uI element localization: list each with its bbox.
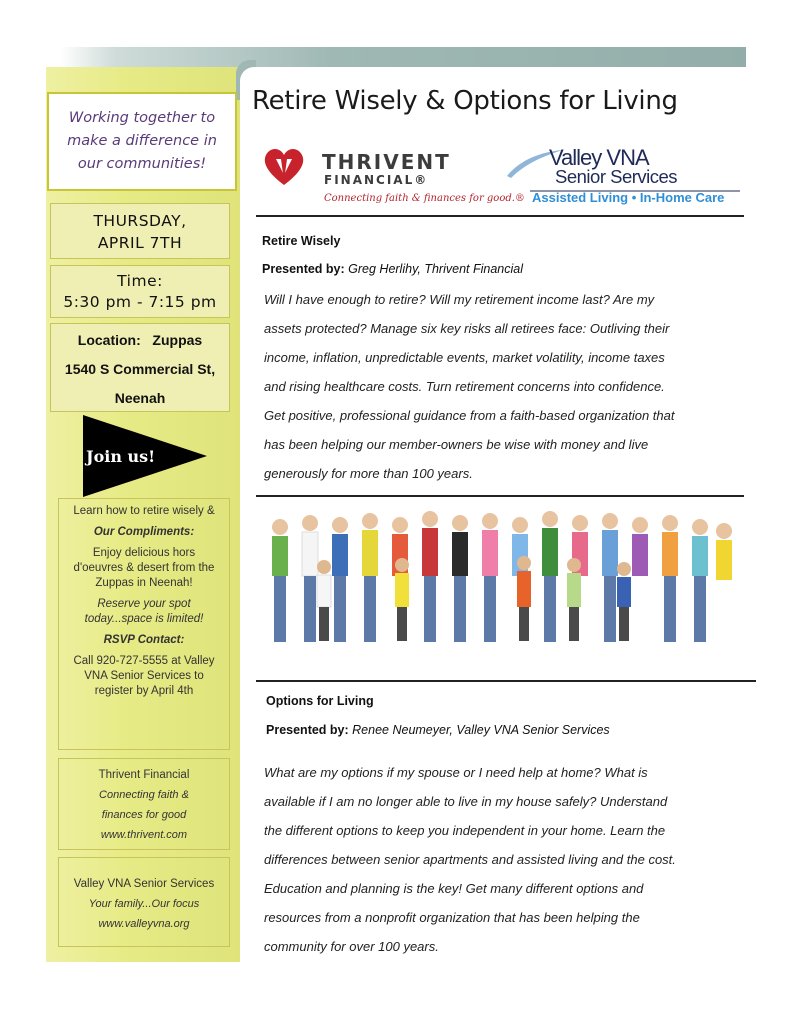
section1-line: assets protected? Manage six key risks all retirees face: Outliving their: [264, 321, 670, 336]
thrivent-name: THRIVENT: [322, 150, 451, 174]
location-street: 1540 S Commercial St,: [64, 361, 216, 377]
motto-text: Working together to make a difference in our communities!: [67, 110, 217, 172]
group-photo: [262, 505, 740, 655]
section1-line: has been helping our member-owners be wise with money and live: [264, 437, 649, 452]
time-label: Time:: [117, 272, 163, 290]
divider-middle: [256, 495, 744, 497]
section2-line: the different options to keep you independent in your home. Learn the: [264, 823, 666, 838]
valley-vna-logo: [505, 142, 745, 212]
event-date: APRIL 7TH: [97, 234, 183, 252]
section1-line: and rising healthcare costs. Turn retirement concerns into confidence.: [264, 379, 665, 394]
thrivent-info-box: [58, 758, 230, 850]
page-title: Retire Wisely & Options for Living: [252, 86, 678, 116]
section1-line: Get positive, professional guidance from a faith-based organization that: [264, 408, 675, 423]
compliments-label: Our Compliments:: [93, 526, 195, 538]
section2-body: [264, 758, 744, 961]
org1-tagline: Connecting faith & finances for good: [99, 789, 189, 821]
org2-name: Valley VNA Senior Services: [73, 878, 215, 890]
join-us-label: Join us!: [86, 447, 156, 466]
org2-url[interactable]: www.valleyvna.org: [98, 918, 190, 930]
section1-presenter: [262, 262, 523, 276]
section2-line: resources from a nonprofit organization that has been helping the: [264, 910, 640, 925]
header-band: [60, 47, 746, 67]
section1-line: income, inflation, unpredictable events, market volatility, income taxes: [264, 350, 665, 365]
org2-tagline: Your family...Our focus: [88, 898, 200, 910]
section2-line: differences between senior apartments and assisted living and the cost.: [264, 852, 676, 867]
org1-url[interactable]: www.thrivent.com: [100, 829, 188, 841]
section2-title: Options for Living: [266, 694, 374, 708]
section1-body: [264, 285, 744, 488]
section1-presenter-name: Greg Herlihy, Thrivent Financial: [348, 262, 523, 276]
org1-name: Thrivent Financial: [98, 769, 190, 781]
rsvp-text: Call 920-727-5555 at Valley VNA Senior Services to register by April 4th: [73, 655, 215, 697]
thrivent-tagline: Connecting faith & finances for good.®: [324, 193, 525, 204]
divider-top: [256, 215, 744, 217]
thrivent-financial: FINANCIAL®: [324, 173, 429, 187]
location-box: [50, 323, 230, 412]
section1-title: Retire Wisely: [262, 234, 341, 248]
location-venue: Location: Zuppas: [77, 332, 203, 348]
time-value: 5:30 pm - 7:15 pm: [63, 293, 217, 311]
section2-presented-label: Presented by:: [266, 723, 349, 737]
crowd-figures: [272, 511, 732, 642]
learn-text: Learn how to retire wisely &: [73, 505, 215, 517]
section1-presented-label: Presented by:: [262, 262, 345, 276]
section2-presenter: [266, 723, 610, 737]
location-city: Neenah: [114, 390, 166, 406]
vna-info-box: [58, 857, 230, 947]
section2-line: Education and planning is the key! Get many different options and: [264, 881, 644, 896]
event-time-box: [50, 265, 230, 318]
section2-line: community for over 100 years.: [264, 939, 439, 954]
event-date-box: [50, 203, 230, 259]
event-info-box: [58, 498, 230, 750]
section2-presenter-name: Renee Neumeyer, Valley VNA Senior Services: [352, 723, 610, 737]
thrivent-logo: [262, 145, 525, 210]
motto-box: [47, 92, 237, 191]
vna-name: Valley VNA: [549, 145, 649, 170]
vna-subtitle: Senior Services: [555, 166, 678, 187]
section1-line: generously for more than 100 years.: [264, 466, 473, 481]
event-day: THURSDAY,: [93, 212, 187, 230]
vna-tagline: Assisted Living • In-Home Care: [532, 190, 725, 205]
reserve-text: Reserve your spot today...space is limited!: [84, 598, 204, 625]
section2-line: What are my options if my spouse or I need help at home? What is: [264, 765, 648, 780]
section2-line: available if I am no longer able to live in my house safely? Understand: [264, 794, 668, 809]
rsvp-label: RSVP Contact:: [103, 634, 185, 646]
divider-bottom: [256, 680, 756, 682]
thrivent-heart-icon: [262, 145, 306, 189]
section1-line: Will I have enough to retire? Will my retirement income last? Are my: [264, 292, 655, 307]
compliments-text: Enjoy delicious hors d'oeuvres & desert from the Zuppas in Neenah!: [73, 547, 215, 589]
